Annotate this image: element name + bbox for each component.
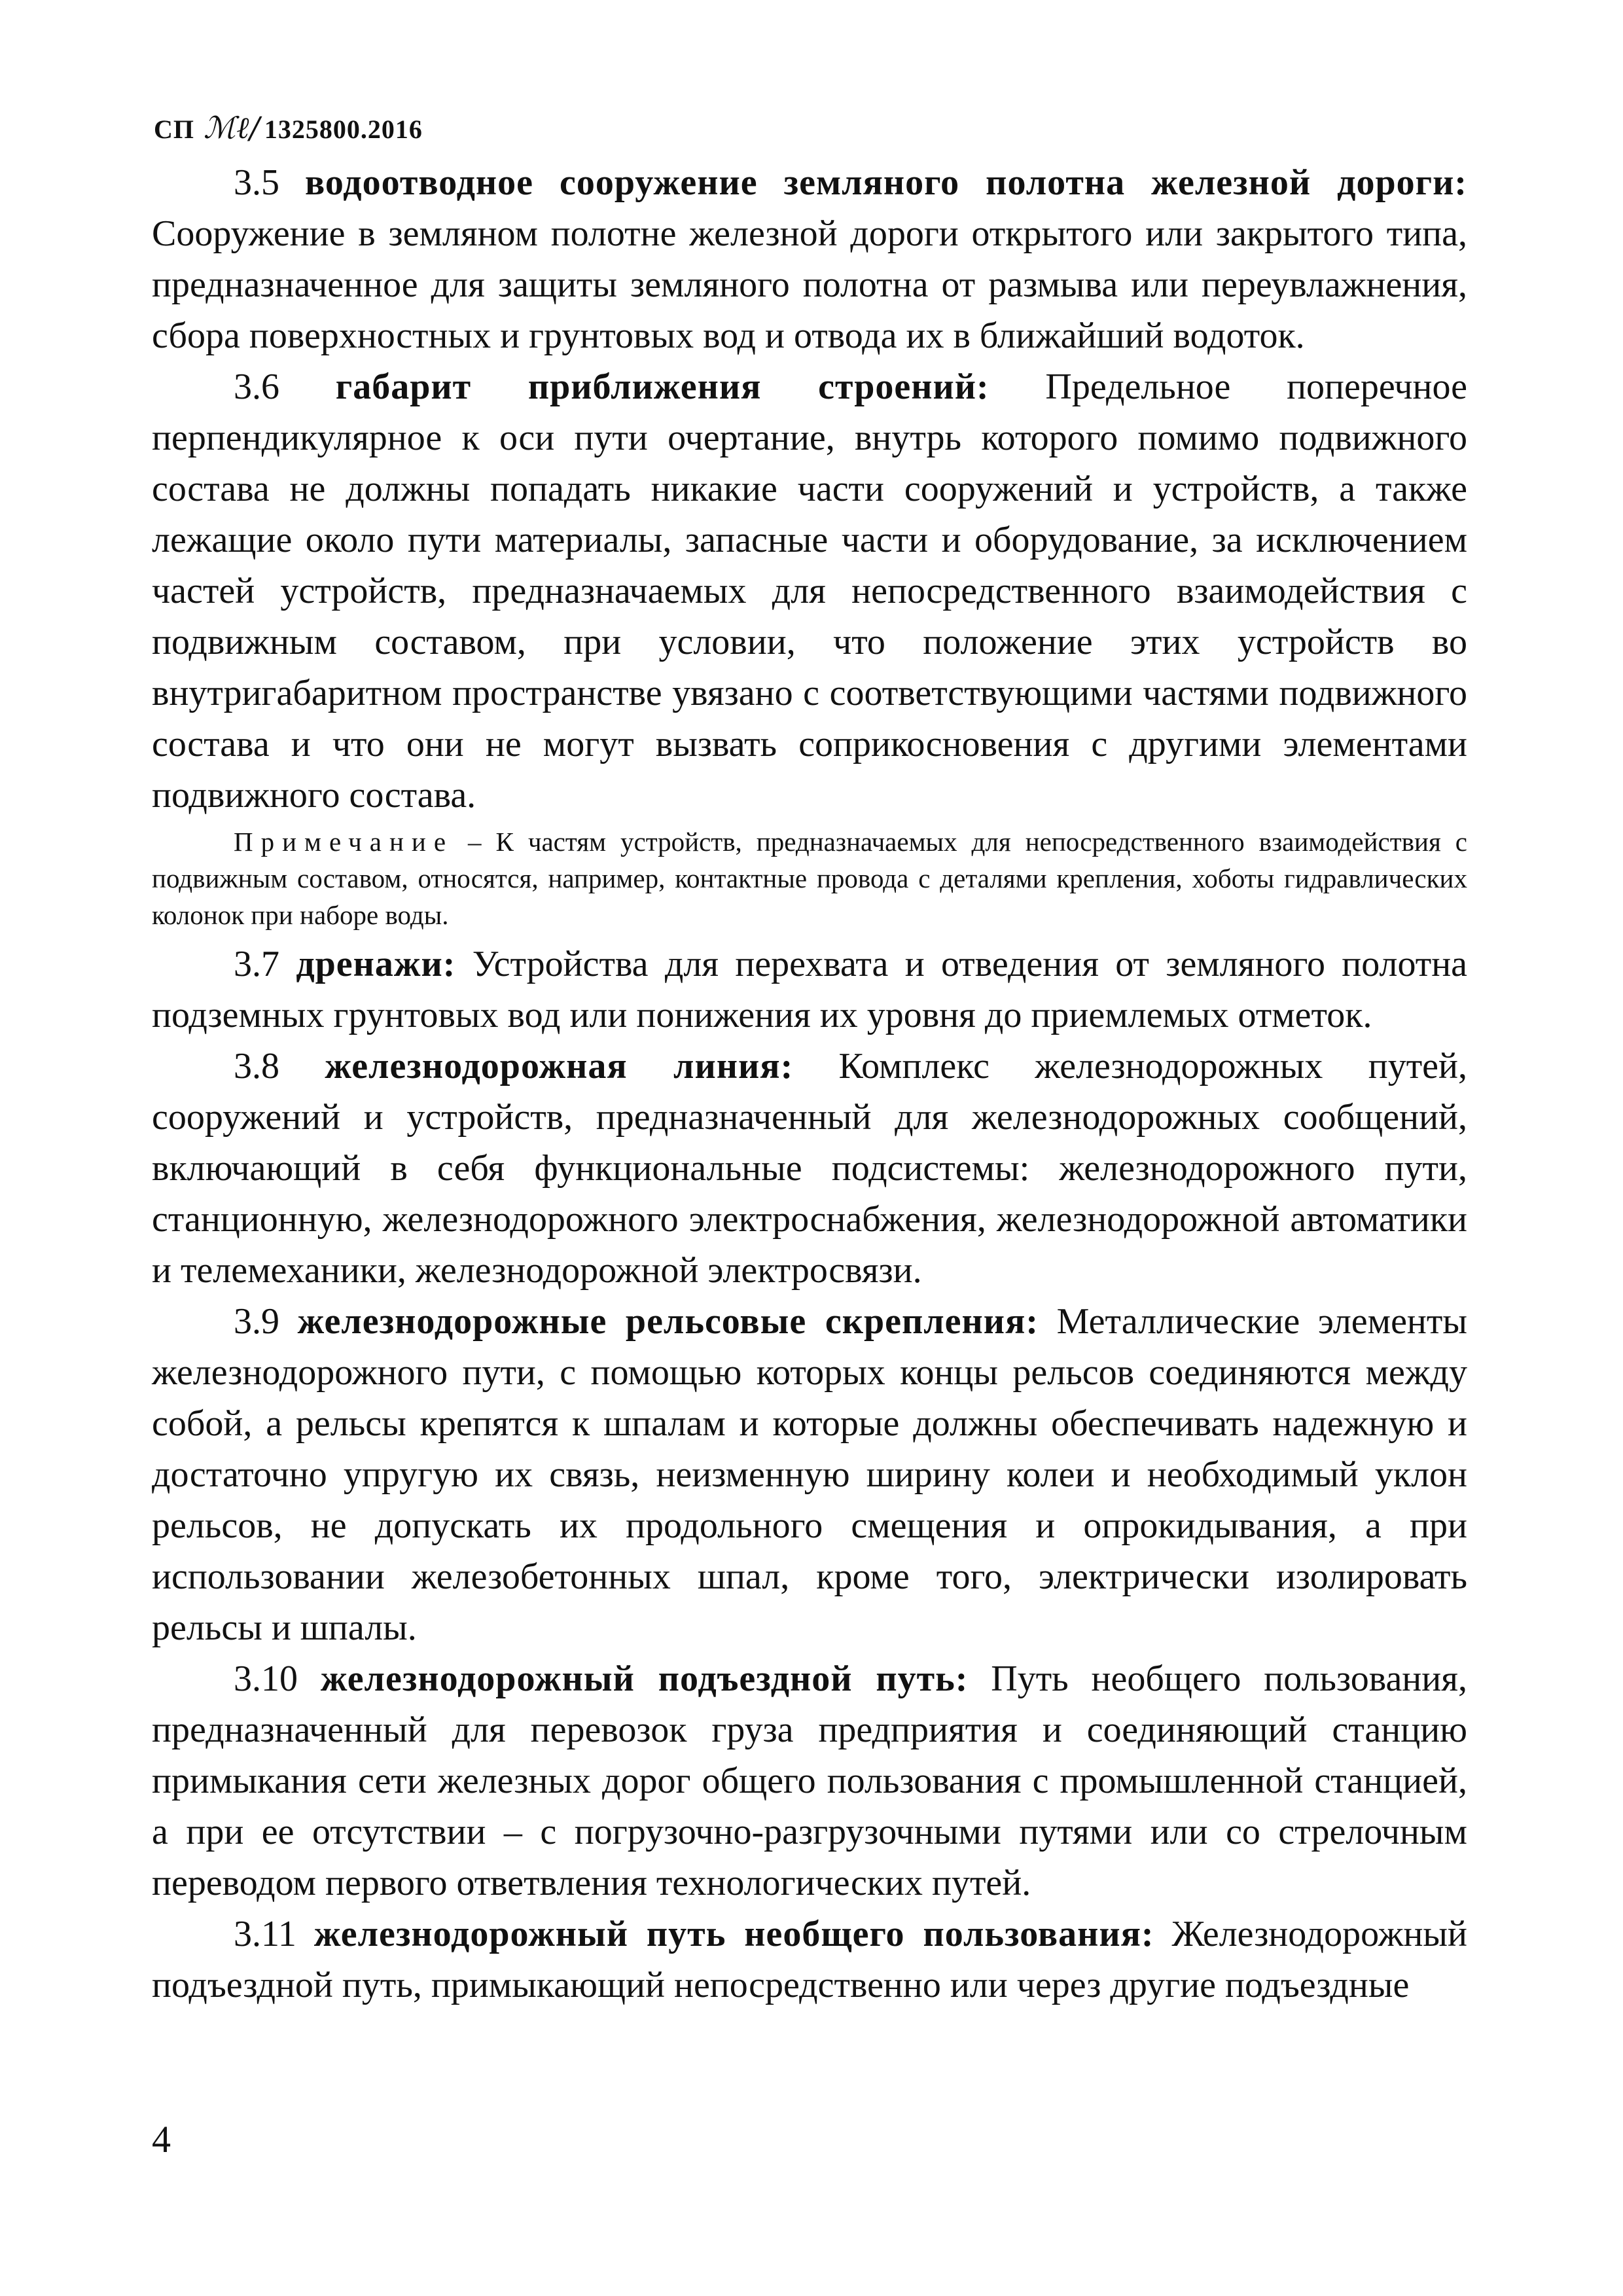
term-3-7 [152,939,1467,1041]
document-body [152,157,1467,2011]
term-title: водоотводное сооружение земляного полотна железной дороги: [305,162,1467,203]
page-number: 4 [152,2118,171,2161]
term-number: 3.11 [234,1914,296,1954]
term-definition: Комплекс железнодорожных путей, сооружений и устройств, предназначенный для железнодорожных сообщений, включающий в себя функциональные подсистемы: железнодорожного пути, станционную, железнодорожного электроснабжения, железнодорожной автоматики и телемеханики, железнодорожной электросвязи. [152,1046,1467,1291]
note-text: К частям устройств, предназначаемых для непосредственного взаимодействия с подвижным составом, относятся, например, контактные провода с деталями крепления, хоботы гидравлических колонок при наборе воды. [152,827,1467,930]
note-label: Примечание [234,827,454,857]
term-title: железнодорожная линия: [325,1046,794,1086]
term-3-5 [152,157,1467,361]
term-title: железнодорожный путь необщего пользования: [313,1914,1154,1954]
term-definition: Путь необщего пользования, предназначенный для перевозок груза предприятия и соединяющий станцию примыкания сети железных дорог общего пользования с промышленной станцией, а при ее отсутствии – с погрузочно-разгрузочными путями или со стрелочным переводом первого ответвления технологических путей. [152,1659,1467,1903]
term-3-8 [152,1041,1467,1296]
document-code [154,110,423,145]
note-block [152,823,1467,933]
term-definition: Предельное поперечное перпендикулярное к оси пути очертание, внутрь которого помимо подвижного состава не должны попадать никакие части сооружений и устройств, а также лежащие около пути материалы, запасные части и оборудование, за исключением частей устройств, предназначаемых для непосредственного взаимодействия с подвижным составом, при условии, что положение этих устройств во внутригабаритном пространстве увязано с соответствующими частями подвижного состава и что они не могут вызвать соприкосновения с другими элементами подвижного состава. [152,367,1468,816]
term-definition: Металлические элементы железнодорожного пути, с помощью которых концы рельсов соединяются между собой, а рельсы крепятся к шпалам и которые должны обеспечивать надежную и достаточно упругую их связь, неизменную ширину колеи и необходимый уклон рельсов, не допускать их продольного смещения и опрокидывания, а при использовании железобетонных шпал, кроме того, электрически изолировать рельсы и шпалы. [152,1301,1468,1648]
term-definition: Железнодорожный подъездной путь, примыкающий непосредственно или через другие подъездные [152,1914,1468,2005]
term-definition: Сооружение в земляном полотне железной дороги открытого или закрытого типа, предназначенное для защиты земляного полотна от размыва или переувлажнения, сбора поверхностных и грунтовых вод и отвода их в ближайший водоток. [152,213,1467,356]
term-title: дренажи: [296,944,456,984]
note-dash: – [454,827,496,857]
term-3-11 [152,1909,1467,2011]
term-definition: Устройства для перехвата и отведения от земляного полотна подземных грунтовых вод или понижения их уровня до приемлемых отметок. [152,944,1468,1035]
term-title: железнодорожные рельсовые скрепления: [297,1301,1039,1342]
term-3-6 [152,361,1467,821]
term-title: габарит приближения строений: [335,367,990,407]
term-3-9 [152,1296,1467,1653]
term-title: железнодорожный подъездной путь: [320,1659,969,1699]
term-number: 3.5 [234,162,279,203]
term-number: 3.10 [234,1659,298,1699]
term-number: 3.7 [234,944,279,984]
term-number: 3.6 [234,367,279,407]
term-number: 3.8 [234,1046,279,1086]
term-3-10 [152,1653,1467,1909]
doc-prefix: СП [154,115,194,144]
handwritten-doc-number: ℳℓ/ [204,110,260,145]
term-number: 3.9 [234,1301,279,1342]
doc-number: 1325800.2016 [264,115,423,144]
